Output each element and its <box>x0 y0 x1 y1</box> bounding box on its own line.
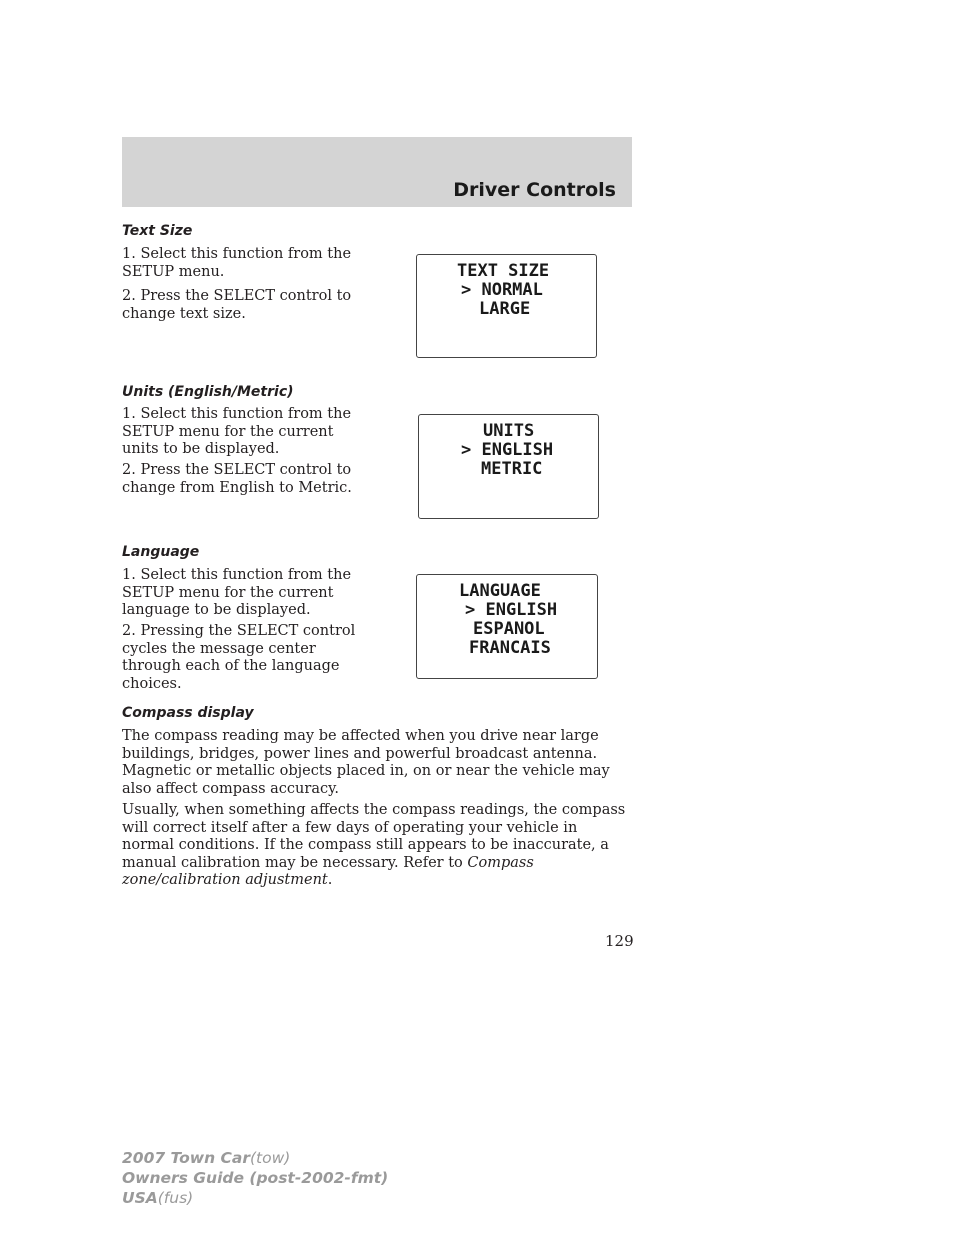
display-line: ESPANOL <box>473 619 545 639</box>
compass-paragraph-1: The compass reading may be affected when you drive near large buildings, bridges, power lines and powerful broadcast antenna. Magnetic or metallic objects placed in, on or near the vehicle may also affect compass accuracy. <box>122 728 610 797</box>
units-step-2: 2. Press the SELECT control to change from English to Metric. <box>122 462 352 496</box>
text-size-display <box>416 254 597 358</box>
units-step-1: 1. Select this function from the SETUP menu for the current units to be displayed. <box>122 406 352 457</box>
text-size-step-1: 1. Select this function from the SETUP menu. <box>122 246 352 280</box>
text-size-heading: Text Size <box>122 223 193 239</box>
display-line: FRANCAIS <box>469 638 551 658</box>
display-line-selected: > NORMAL <box>461 280 543 300</box>
display-line: UNITS <box>483 421 535 441</box>
text-size-step-2: 2. Press the SELECT control to change text size. <box>122 288 352 322</box>
compass-calibration-reference: Compass zone/calibration adjustment <box>122 854 534 888</box>
language-heading: Language <box>122 544 200 560</box>
header-band <box>122 137 632 207</box>
display-line: LARGE <box>479 299 531 319</box>
display-line: TEXT SIZE <box>457 261 550 281</box>
language-step-1: 1. Select this function from the SETUP menu for the current language to be displayed. <box>122 567 352 618</box>
display-line: METRIC <box>481 459 543 479</box>
compass-paragraph-2: Usually, when something affects the compass readings, the compass will correct itself after a few days of operating your vehicle in normal conditions. If the compass still appears to be inaccurate, a manual calibration may be necessary. Refer to Compass zone/calibration adjustment. <box>122 802 626 888</box>
display-line: LANGUAGE <box>459 581 541 601</box>
language-display <box>416 574 598 679</box>
units-heading: Units (English/Metric) <box>122 384 294 400</box>
page-number: 129 <box>605 932 634 950</box>
units-display <box>418 414 599 519</box>
document-footer: 2007 Town Car(tow) Owners Guide (post-2002-fmt) USA(fus) <box>122 1149 389 1207</box>
compass-heading: Compass display <box>122 705 254 721</box>
display-line-selected: > ENGLISH <box>461 440 554 460</box>
language-step-2: 2. Pressing the SELECT control cycles the message center through each of the language choices. <box>122 623 356 692</box>
chapter-title: Driver Controls <box>453 179 616 201</box>
display-line-selected: > ENGLISH <box>465 600 558 620</box>
